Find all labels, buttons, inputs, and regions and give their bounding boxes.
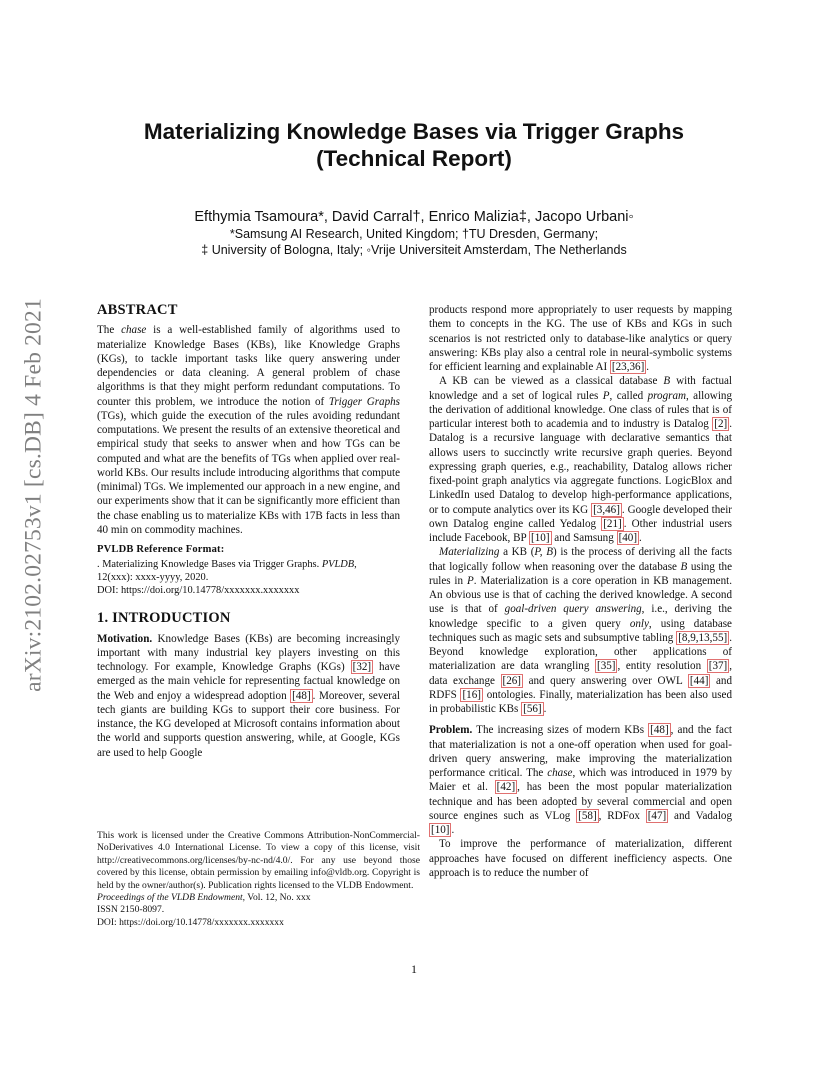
proceedings-line: Proceedings of the VLDB Endowment, Vol. 12, No. xxx (97, 892, 311, 904)
title-line-1: Materializing Knowledge Bases via Trigger Graphs (143, 119, 685, 144)
citation-10[interactable]: [10] (531, 532, 550, 544)
affiliations (0, 226, 828, 258)
license-text: This work is licensed under the Creative Commons Attribution-NonCommercial-NoDerivatives 4.0 International License. To view a copy of this license, visit http://creativecommons.org/licenses/by-nc-nd/4.0/. For any use beyond those covered by this license, obtain permission by emailing info@vldb.org. Copyright is held by the owner/author(s). Publication rights licensed to the VLDB Endowment. (97, 830, 420, 891)
issn-line: ISSN 2150-8097. (97, 904, 165, 916)
citation-32[interactable]: [32] (352, 661, 372, 673)
paper-title (0, 118, 828, 172)
problem-paragraph: Problem. The increasing sizes of modern KBs [48] , and the fact that materialization is not a one-off operation when used for goal-driven query answering, make improving the materialization performance critical. The chase, which was introduced in 1979 by Maier et al. [42] , has been the most popular materialization technique and has been adopted by several commercial and open source engines such as VLog [58] , RDFox [47] and Vadalog [10] . (429, 724, 733, 836)
introduction-heading: 1. INTRODUCTION (97, 610, 231, 627)
citation-56[interactable]: [56] (523, 703, 542, 715)
citation-10b[interactable]: [10] (431, 824, 450, 836)
title-line-2: (Technical Report) (316, 146, 512, 171)
intro-paragraph-1: products respond more appropriately to user requests by mapping them to concepts in the KG. The use of KBs and KGs in such scenarios is not restricted only to database-like analytics or query answering: KBs play also a central role in neural-symbolic systems for efficient learning and explainable AI [23,36] . (429, 304, 732, 373)
intro-paragraph-5: To improve the performance of materialization, different approaches have focused on different inefficiency aspects. One approach is to reduce the number of (429, 838, 732, 879)
citation-35[interactable]: [35] (597, 660, 616, 673)
arxiv-id: arXiv:2102.02753v1 [cs.DB] 4 Feb 2021 (20, 298, 47, 692)
problem-label: Problem. (429, 724, 473, 737)
citation-26[interactable]: [26] (502, 674, 521, 687)
motivation-paragraph: Motivation. Knowledge Bases (KBs) are becoming increasingly important with many industrial key players investing on this technology. For example, Knowledge Graphs (KGs) [32] have emerged as the main vehicle for representing factual knowledge on the Web and enjoy a widespread adoption [48] . Moreover, several tech giants are building KGs to support their core business. For instance, the KG developed at Microsoft contains information about the world and supports question answering, while, at Google, KGs are used to help Google (97, 632, 400, 759)
license-footnote (97, 830, 420, 929)
authors: Efthymia Tsamoura*, David Carral†, Enrico Malizia‡, Jacopo Urbani◦ (194, 209, 634, 225)
citation-21[interactable]: [21] (603, 517, 622, 530)
citation-40[interactable]: [40] (618, 532, 638, 544)
intro-paragraph-2: A KB can be viewed as a classical database B with factual knowledge and a set of logical rules P, called program, allowing the derivation of additional knowledge. One class of rules that is of particular interest both to academia and to industry is Datalog [2] . Datalog is a recursive language with declarative semantics that allows users to succinctly write recursive graph queries. Beyond expressing graph queries, e.g., reachability, Datalog allows richer fixed-point graph analytics via aggregate functions. LogicBlox and LinkedIn used Datalog to develop high-performance applications, or to compute analytics over its KG [3,46] . Google developed their own Datalog engine called Yedalog [21] . Other industrial users include Facebook, BP [10] and Samsung [40] . (429, 375, 732, 544)
citation-37[interactable]: [37] (708, 660, 728, 673)
citation-47[interactable]: [47] (647, 809, 667, 822)
pvldb-heading: PVLDB Reference Format: (97, 544, 225, 555)
motivation-label: Motivation. (97, 632, 153, 645)
left-column (97, 303, 400, 760)
affiliation-line-1: *Samsung AI Research, United Kingdom; †TU Dresden, Germany; (229, 227, 599, 241)
abstract-heading: ABSTRACT (97, 302, 178, 318)
abstract-text: The chase is a well-established family of algorithms used to materialize Knowledge Bases (KBs), like Knowledge Graphs (KGs), to tackle important tasks like query answering under dependencies or data cleaning. A general problem of chase algorithms is that they might perform redundant computations. To counter this problem, we introduce the notion of Trigger Graphs (TGs), which guide the execution of the rules avoiding redundant computations. We present the results of an extensive theoretical and empirical study that seeks to answer when and how TGs can be computed and what are the benefits of TGs when applied over real-world KBs. Our results include introducing algorithms that compute (minimal) TGs. We implemented our approach in a new engine, and our experiments show that it can be significantly more efficient than the chase enabling us to materialize KBs with 17B facts in less than 40 min on commodity machines. (97, 324, 400, 536)
citation-44[interactable]: [44] (689, 674, 709, 687)
affiliation-line-2: ‡ University of Bologna, Italy; ◦Vrije Universiteit Amsterdam, The Netherlands (201, 243, 627, 257)
citation-2[interactable]: [2] (714, 418, 728, 430)
intro-paragraph-3: Materializing a KB (P, B) is the process of deriving all the facts that logically follow when reasoning over the database B using the rules in P. Materialization is a core operation in KB management. An obvious use is that of caching the derived knowledge. A second use is that of goal-driven query answering, i.e., deriving the knowledge specific to a given query only, using database techniques such as magic sets and subsumptive tabling [8,9,13,55] . Beyond knowledge exploration, other applications of materialization are data wrangling [35] , entity resolution [37] , data exchange [26] and query answering over OWL [44] and RDFS [16] ontologies. Finally, materialization has been also used in probabilistic KBs [56] . (429, 546, 733, 715)
citation-42[interactable]: [42] (496, 781, 516, 794)
citation-23-36[interactable]: [23,36] (611, 361, 645, 373)
citation-16[interactable]: [16] (462, 688, 481, 701)
citation-8-9-13-55[interactable]: [8,9,13,55] (678, 631, 728, 644)
citation-48b[interactable]: [48] (650, 724, 669, 737)
right-column (429, 303, 732, 880)
page-number: 1 (411, 962, 417, 976)
citation-3-46[interactable]: [3,46] (593, 503, 620, 516)
citation-58[interactable]: [58] (578, 809, 597, 822)
arxiv-stamp (14, 295, 54, 695)
citation-48[interactable]: [48] (292, 689, 311, 702)
doi-line: DOI: https://doi.org/10.14778/xxxxxxx.xxxxxxx (97, 916, 284, 928)
pvldb-reference: . Materializing Knowledge Bases via Trigger Graphs. PVLDB, 12(xxx): xxxx-yyyy, 2020. DOI: https://doi.org/10.14778/xxxxxxx.xxxxxxx (97, 559, 357, 597)
